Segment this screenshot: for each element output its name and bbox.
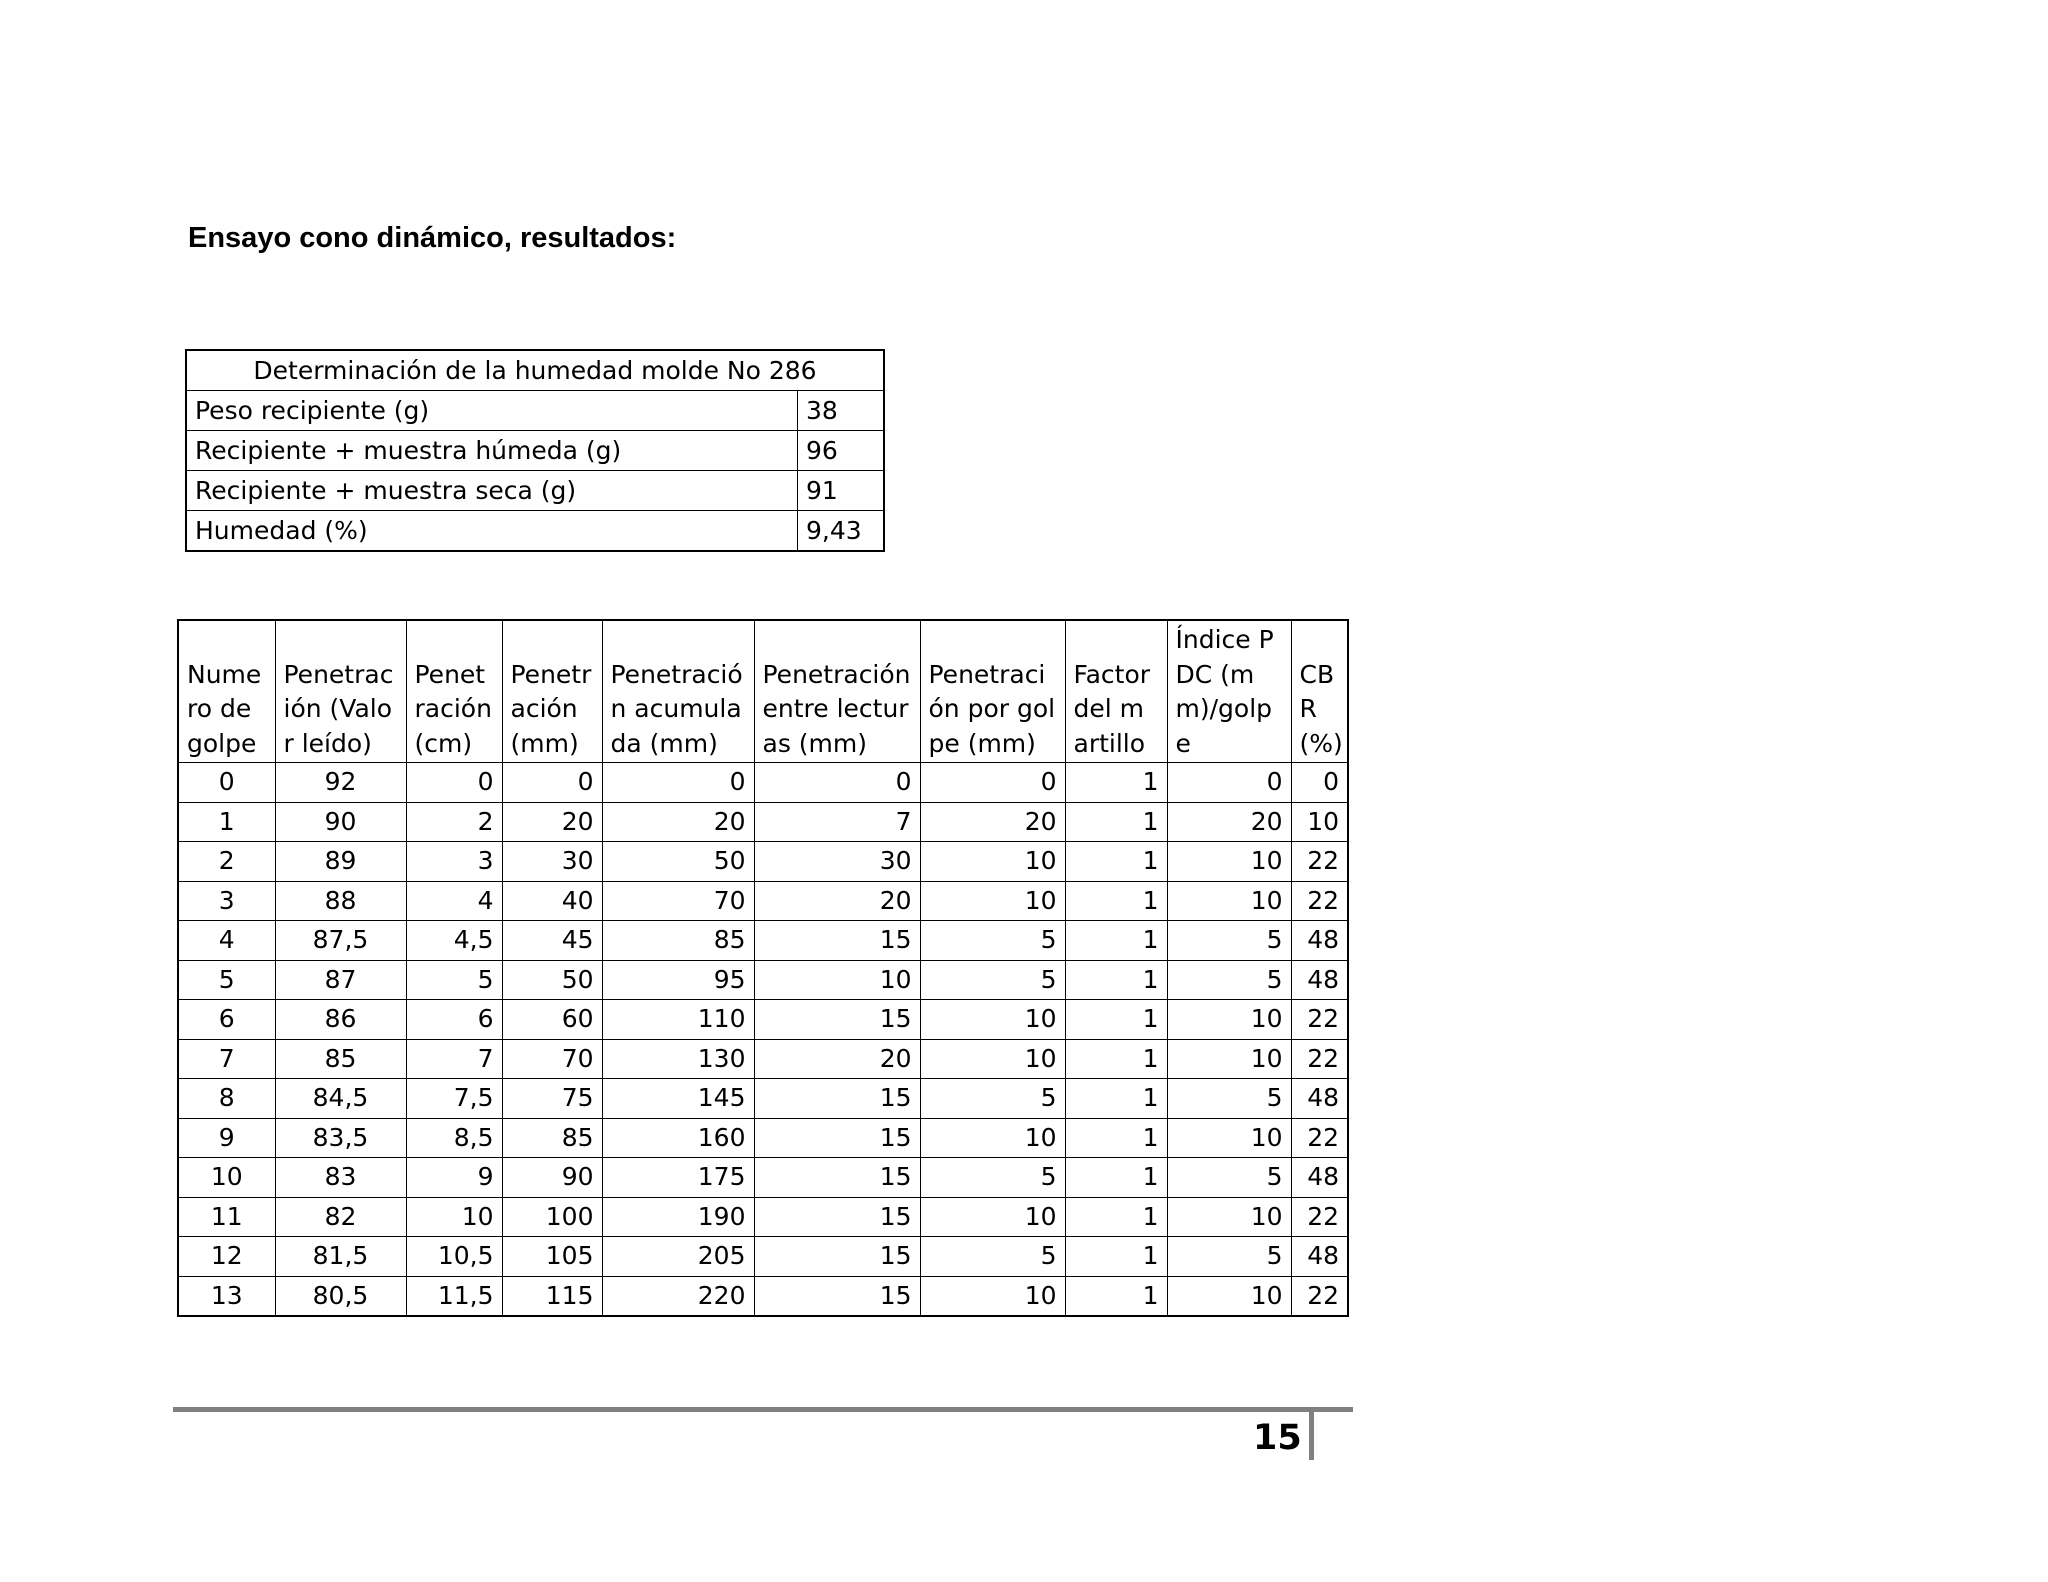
table-cell: 70 bbox=[502, 1039, 602, 1079]
table-cell: 5 bbox=[1167, 921, 1291, 961]
table-cell: 1 bbox=[1065, 1197, 1167, 1237]
table-cell: 4 bbox=[406, 881, 502, 921]
table-cell: 10 bbox=[920, 1039, 1065, 1079]
table-cell: 10 bbox=[920, 1118, 1065, 1158]
table-cell: 75 bbox=[502, 1079, 602, 1119]
table-cell: 0 bbox=[502, 763, 602, 803]
table-cell: 22 bbox=[1291, 1039, 1348, 1079]
table-cell: 20 bbox=[502, 802, 602, 842]
table-cell: 0 bbox=[920, 763, 1065, 803]
table-cell: 1 bbox=[178, 802, 275, 842]
table-cell: 0 bbox=[754, 763, 920, 803]
table-cell: 87 bbox=[275, 960, 406, 1000]
table-cell: 10 bbox=[1167, 881, 1291, 921]
humidity-row-value: 38 bbox=[798, 391, 885, 431]
humidity-table bbox=[185, 349, 885, 552]
humidity-row-humedad bbox=[186, 511, 884, 552]
table-cell: 1 bbox=[1065, 960, 1167, 1000]
table-cell: 10 bbox=[1167, 1039, 1291, 1079]
table-cell: 115 bbox=[502, 1276, 602, 1316]
table-cell: 84,5 bbox=[275, 1079, 406, 1119]
table-cell: 1 bbox=[1065, 1118, 1167, 1158]
table-cell: 20 bbox=[754, 881, 920, 921]
table-cell: 1 bbox=[1065, 1000, 1167, 1040]
table-cell: 48 bbox=[1291, 1158, 1348, 1198]
table-cell: 1 bbox=[1065, 1276, 1167, 1316]
table-cell: 22 bbox=[1291, 1276, 1348, 1316]
table-cell: 15 bbox=[754, 1197, 920, 1237]
table-cell: 10 bbox=[920, 881, 1065, 921]
table-cell: 22 bbox=[1291, 842, 1348, 882]
table-cell: 1 bbox=[1065, 881, 1167, 921]
table-row bbox=[178, 1237, 1348, 1277]
table-cell: 48 bbox=[1291, 960, 1348, 1000]
footer-rule bbox=[173, 1407, 1353, 1412]
table-cell: 95 bbox=[602, 960, 754, 1000]
table-cell: 5 bbox=[1167, 960, 1291, 1000]
table-cell: 0 bbox=[178, 763, 275, 803]
header-penetracion-cm: Penetración (cm) bbox=[406, 620, 502, 763]
table-cell: 11,5 bbox=[406, 1276, 502, 1316]
table-cell: 82 bbox=[275, 1197, 406, 1237]
table-cell: 85 bbox=[502, 1118, 602, 1158]
humidity-row-value: 9,43 bbox=[798, 511, 885, 552]
table-cell: 10 bbox=[1167, 1118, 1291, 1158]
table-cell: 11 bbox=[178, 1197, 275, 1237]
table-cell: 7 bbox=[406, 1039, 502, 1079]
table-cell: 22 bbox=[1291, 881, 1348, 921]
table-cell: 130 bbox=[602, 1039, 754, 1079]
table-cell: 15 bbox=[754, 1237, 920, 1277]
table-cell: 15 bbox=[754, 1000, 920, 1040]
table-cell: 3 bbox=[406, 842, 502, 882]
humidity-row-value: 91 bbox=[798, 471, 885, 511]
table-cell: 15 bbox=[754, 1118, 920, 1158]
table-cell: 92 bbox=[275, 763, 406, 803]
humidity-row-label: Recipiente + muestra húmeda (g) bbox=[186, 431, 798, 471]
table-cell: 7 bbox=[178, 1039, 275, 1079]
table-cell: 50 bbox=[602, 842, 754, 882]
table-cell: 83 bbox=[275, 1158, 406, 1198]
table-cell: 4,5 bbox=[406, 921, 502, 961]
table-cell: 8,5 bbox=[406, 1118, 502, 1158]
table-cell: 5 bbox=[406, 960, 502, 1000]
table-cell: 10 bbox=[1167, 842, 1291, 882]
humidity-row-value: 96 bbox=[798, 431, 885, 471]
table-cell: 10,5 bbox=[406, 1237, 502, 1277]
table-cell: 20 bbox=[602, 802, 754, 842]
table-cell: 48 bbox=[1291, 921, 1348, 961]
dcp-header-row bbox=[178, 620, 1348, 763]
table-cell: 6 bbox=[406, 1000, 502, 1040]
header-penetracion-entre-lecturas: Penetración entre lecturas (mm) bbox=[754, 620, 920, 763]
table-cell: 12 bbox=[178, 1237, 275, 1277]
table-cell: 5 bbox=[920, 1079, 1065, 1119]
table-cell: 1 bbox=[1065, 802, 1167, 842]
table-cell: 20 bbox=[754, 1039, 920, 1079]
table-cell: 83,5 bbox=[275, 1118, 406, 1158]
table-cell: 20 bbox=[920, 802, 1065, 842]
table-cell: 89 bbox=[275, 842, 406, 882]
table-cell: 10 bbox=[1167, 1000, 1291, 1040]
header-factor-del-martillo: Factor del martillo bbox=[1065, 620, 1167, 763]
table-cell: 22 bbox=[1291, 1197, 1348, 1237]
table-cell: 7,5 bbox=[406, 1079, 502, 1119]
table-cell: 4 bbox=[178, 921, 275, 961]
table-cell: 6 bbox=[178, 1000, 275, 1040]
humidity-row-label: Peso recipiente (g) bbox=[186, 391, 798, 431]
table-cell: 30 bbox=[754, 842, 920, 882]
table-cell: 81,5 bbox=[275, 1237, 406, 1277]
table-cell: 30 bbox=[502, 842, 602, 882]
header-indice-pdc: Índice PDC (mm)/golpe bbox=[1167, 620, 1291, 763]
table-cell: 2 bbox=[178, 842, 275, 882]
humidity-row-label: Humedad (%) bbox=[186, 511, 798, 552]
humidity-table-title: Determinación de la humedad molde No 286 bbox=[186, 350, 884, 391]
table-cell: 10 bbox=[1167, 1197, 1291, 1237]
header-penetracion-mm: Penetración (mm) bbox=[502, 620, 602, 763]
humidity-row-label: Recipiente + muestra seca (g) bbox=[186, 471, 798, 511]
table-cell: 88 bbox=[275, 881, 406, 921]
table-cell: 0 bbox=[1167, 763, 1291, 803]
table-cell: 8 bbox=[178, 1079, 275, 1119]
table-cell: 1 bbox=[1065, 842, 1167, 882]
table-row bbox=[178, 1000, 1348, 1040]
table-cell: 5 bbox=[920, 960, 1065, 1000]
table-cell: 70 bbox=[602, 881, 754, 921]
table-cell: 60 bbox=[502, 1000, 602, 1040]
table-cell: 100 bbox=[502, 1197, 602, 1237]
table-cell: 145 bbox=[602, 1079, 754, 1119]
table-cell: 15 bbox=[754, 1276, 920, 1316]
table-cell: 10 bbox=[920, 842, 1065, 882]
table-cell: 205 bbox=[602, 1237, 754, 1277]
table-cell: 5 bbox=[920, 1237, 1065, 1277]
table-cell: 15 bbox=[754, 921, 920, 961]
table-cell: 5 bbox=[920, 1158, 1065, 1198]
table-cell: 90 bbox=[502, 1158, 602, 1198]
table-cell: 10 bbox=[178, 1158, 275, 1198]
header-cbr: CBR (%) bbox=[1291, 620, 1348, 763]
table-cell: 0 bbox=[1291, 763, 1348, 803]
table-row bbox=[178, 1197, 1348, 1237]
table-cell: 105 bbox=[502, 1237, 602, 1277]
table-cell: 15 bbox=[754, 1079, 920, 1119]
table-cell: 110 bbox=[602, 1000, 754, 1040]
table-cell: 90 bbox=[275, 802, 406, 842]
table-cell: 1 bbox=[1065, 921, 1167, 961]
table-row bbox=[178, 1039, 1348, 1079]
table-row bbox=[178, 881, 1348, 921]
humidity-row-muestra-seca bbox=[186, 471, 884, 511]
table-cell: 10 bbox=[920, 1276, 1065, 1316]
table-row bbox=[178, 921, 1348, 961]
table-cell: 175 bbox=[602, 1158, 754, 1198]
table-cell: 22 bbox=[1291, 1118, 1348, 1158]
table-cell: 40 bbox=[502, 881, 602, 921]
table-cell: 10 bbox=[754, 960, 920, 1000]
table-cell: 0 bbox=[406, 763, 502, 803]
table-cell: 1 bbox=[1065, 763, 1167, 803]
table-cell: 50 bbox=[502, 960, 602, 1000]
table-cell: 5 bbox=[1167, 1158, 1291, 1198]
table-cell: 9 bbox=[178, 1118, 275, 1158]
table-cell: 5 bbox=[1167, 1079, 1291, 1119]
table-row bbox=[178, 1158, 1348, 1198]
table-cell: 1 bbox=[1065, 1237, 1167, 1277]
table-cell: 86 bbox=[275, 1000, 406, 1040]
table-cell: 85 bbox=[275, 1039, 406, 1079]
table-cell: 48 bbox=[1291, 1237, 1348, 1277]
table-row bbox=[178, 1079, 1348, 1119]
table-cell: 220 bbox=[602, 1276, 754, 1316]
humidity-row-muestra-humeda bbox=[186, 431, 884, 471]
table-cell: 9 bbox=[406, 1158, 502, 1198]
table-cell: 7 bbox=[754, 802, 920, 842]
table-row bbox=[178, 960, 1348, 1000]
humidity-table-title-row bbox=[186, 350, 884, 391]
table-cell: 160 bbox=[602, 1118, 754, 1158]
page-number: 15 bbox=[1253, 1418, 1302, 1458]
table-cell: 13 bbox=[178, 1276, 275, 1316]
header-penetracion-por-golpe: Penetración por golpe (mm) bbox=[920, 620, 1065, 763]
table-cell: 10 bbox=[1167, 1276, 1291, 1316]
table-cell: 5 bbox=[1167, 1237, 1291, 1277]
header-penetracion-acumulada: Penetración acumulada (mm) bbox=[602, 620, 754, 763]
page-number-bar bbox=[1309, 1410, 1314, 1460]
table-cell: 5 bbox=[920, 921, 1065, 961]
table-cell: 10 bbox=[920, 1000, 1065, 1040]
table-row bbox=[178, 842, 1348, 882]
table-cell: 5 bbox=[178, 960, 275, 1000]
dcp-table-body bbox=[178, 763, 1348, 1317]
table-cell: 20 bbox=[1167, 802, 1291, 842]
table-cell: 80,5 bbox=[275, 1276, 406, 1316]
table-row bbox=[178, 1118, 1348, 1158]
table-cell: 0 bbox=[602, 763, 754, 803]
table-row bbox=[178, 763, 1348, 803]
table-cell: 10 bbox=[406, 1197, 502, 1237]
table-cell: 1 bbox=[1065, 1079, 1167, 1119]
table-cell: 1 bbox=[1065, 1039, 1167, 1079]
dcp-results-table bbox=[177, 619, 1349, 1317]
table-row bbox=[178, 802, 1348, 842]
table-cell: 3 bbox=[178, 881, 275, 921]
header-numero-de-golpe: Numero de golpe bbox=[178, 620, 275, 763]
table-cell: 87,5 bbox=[275, 921, 406, 961]
table-cell: 45 bbox=[502, 921, 602, 961]
table-cell: 10 bbox=[1291, 802, 1348, 842]
table-cell: 15 bbox=[754, 1158, 920, 1198]
table-cell: 22 bbox=[1291, 1000, 1348, 1040]
page-title: Ensayo cono dinámico, resultados: bbox=[188, 222, 677, 254]
humidity-row-peso-recipiente bbox=[186, 391, 884, 431]
table-cell: 48 bbox=[1291, 1079, 1348, 1119]
table-row bbox=[178, 1276, 1348, 1316]
table-cell: 10 bbox=[920, 1197, 1065, 1237]
table-cell: 190 bbox=[602, 1197, 754, 1237]
table-cell: 85 bbox=[602, 921, 754, 961]
table-cell: 2 bbox=[406, 802, 502, 842]
table-cell: 1 bbox=[1065, 1158, 1167, 1198]
header-penetracion-valor-leido: Penetración (Valor leído) bbox=[275, 620, 406, 763]
